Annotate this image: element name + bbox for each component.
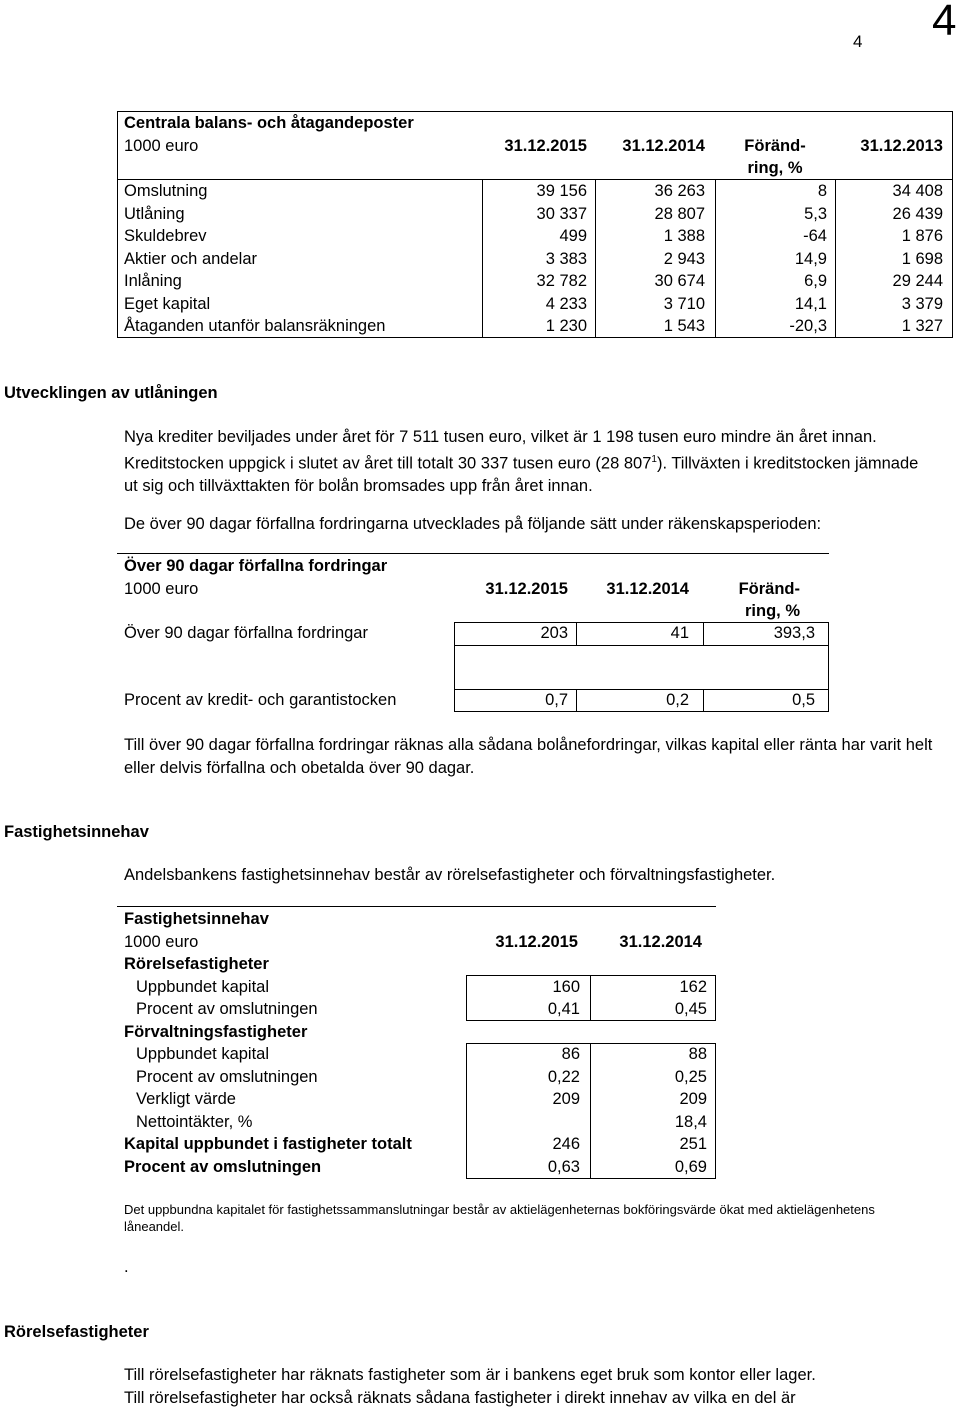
row-label: Skuldebrev [124,227,207,245]
col-header-2015: 31.12.2015 [485,580,568,598]
row-label: Uppbundet kapital [136,977,270,996]
cell-change: 14,1 [794,294,827,313]
row-label: Inlåning [124,272,182,290]
table-unit: 1000 euro [124,933,199,951]
cell-v2014: 0,45 [674,1000,707,1018]
overdue-row-2014: 41 [670,624,689,642]
table-title: Fastighetsinnehav [124,910,269,928]
cell-v2014: 2 943 [663,249,705,268]
cell-v2015: 0,63 [547,1157,580,1176]
table-title: Centrala balans- och åtagandeposter [124,114,414,132]
row-label: Verkligt värde [136,1090,236,1108]
cell-v2013: 34 408 [892,182,943,200]
row-label: Nettointäkter, % [136,1112,253,1131]
percent-row-label: Procent av kredit- och garantistocken [124,691,397,709]
table-unit: 1000 euro [124,137,199,155]
col-header-2014: 31.12.2014 [619,933,702,951]
cell-v2015: 209 [552,1090,580,1108]
lending-paragraph [124,426,924,497]
footnote-ref: 1 [651,453,657,465]
cell-v2015: 30 337 [536,204,587,223]
section-heading-operating: Rörelsefastigheter [4,1323,149,1341]
operating-line-1: Till rörelsefastigheter har räknats fastigheter som är i bankens eget bruk som kontor eller lager. [124,1366,816,1384]
col-header-2013: 31.12.2013 [860,137,943,155]
lending-text-b: ). Tillväxten i kreditstocken jämnade ut sig och tillväxttakten för bolån bromsades upp från året innan. [124,454,919,495]
cell-v2015: 1 230 [545,317,587,335]
row-label: Procent av omslutningen [136,1000,318,1018]
cell-v2014: 0,69 [674,1157,707,1176]
cell-v2014: 3 710 [663,294,705,313]
percent-row-2015: 0,7 [545,691,568,709]
cell-v2015: 3 383 [545,249,587,268]
cell-v2013: 3 379 [901,294,943,313]
cell-change: 6,9 [804,272,827,290]
cell-v2014: 0,25 [674,1067,707,1086]
cell-change: 14,9 [794,249,827,268]
cell-v2015: 246 [552,1135,580,1153]
col-header-2014: 31.12.2014 [622,137,705,155]
cell-change: -20,3 [789,317,827,335]
cell-v2014: 162 [679,977,707,996]
lending-text-a: Nya krediter beviljades under året för 7 511 tusen euro, vilket är 1 198 tusen euro mindre än året innan. Kreditstocken uppgick i slutet av året till totalt 30 337 tusen euro (28 807 [124,428,877,472]
cell-v2015: 39 156 [536,182,587,200]
overdue-row-change: 393,3 [773,624,815,642]
table-title: Över 90 dagar förfallna fordringar [124,557,388,575]
cell-v2013: 26 439 [892,204,943,223]
cell-v2015: 32 782 [536,272,587,290]
page-number-small: 4 [853,32,863,51]
property-footnote: Det uppbundna kapitalet för fastighetssammanslutningar består av aktielägenheternas bokföringsvärde ökat med aktielägenhetens låneandel. [124,1202,875,1234]
col-header-change-b: ring, % [747,159,803,177]
cell-v2014: 18,4 [674,1112,707,1131]
col-header-change-a: Föränd- [744,137,806,155]
col-header-2014: 31.12.2014 [606,580,689,598]
col-header-change-a: Föränd- [738,580,800,598]
cell-v2014: 88 [688,1045,707,1063]
row-label: Åtaganden utanför balansräkningen [124,317,386,335]
cell-v2015: 160 [552,977,580,996]
table-unit: 1000 euro [124,580,199,598]
section-heading-lending: Utvecklingen av utlåningen [4,384,218,402]
row-label: Rörelsefastigheter [124,955,269,973]
cell-v2013: 29 244 [892,272,943,290]
row-label: Omslutning [124,182,208,200]
cell-v2014: 1 543 [663,317,705,335]
property-intro: Andelsbankens fastighetsinnehav består av rörelsefastigheter och förvaltningsfastigheter. [124,866,776,884]
cell-v2015: 499 [559,227,587,245]
operating-line-2: Till rörelsefastigheter har också räknats sådana fastigheter i direkt innehav av vilka en del är [124,1389,796,1407]
overdue-row-2015: 203 [540,624,568,642]
cell-v2014: 251 [679,1135,707,1153]
cell-change: 8 [817,182,827,200]
row-label: Procent av omslutningen [124,1157,322,1176]
cell-change: -64 [803,227,827,245]
col-header-change-b: ring, % [744,602,800,620]
row-label: Procent av omslutningen [136,1067,318,1086]
cell-v2015: 0,41 [547,1000,580,1018]
stray-dot: . [124,1258,129,1276]
row-label: Aktier och andelar [124,249,257,268]
row-label: Förvaltningsfastigheter [124,1022,308,1041]
row-label: Kapital uppbundet i fastigheter totalt [124,1135,412,1153]
cell-v2015: 4 233 [545,294,587,313]
section-heading-property: Fastighetsinnehav [4,823,149,841]
cell-change: 5,3 [804,204,827,223]
cell-v2014: 36 263 [654,182,705,200]
overdue-note: Till över 90 dagar förfallna fordringar räknas alla sådana bolånefordringar, vilkas kapital eller ränta har varit helt eller delvis förfallna och obetalda över 90 dagar. [124,736,933,777]
cell-v2014: 1 388 [663,227,705,245]
col-header-2015: 31.12.2015 [495,933,578,951]
cell-v2013: 1 327 [901,317,943,335]
percent-row-2014: 0,2 [666,691,689,709]
overdue-intro: De över 90 dagar förfallna fordringarna utvecklades på följande sätt under räkenskapsperioden: [124,515,822,533]
col-header-2015: 31.12.2015 [504,137,587,155]
overdue-row-label: Över 90 dagar förfallna fordringar [124,624,368,642]
cell-v2014: 209 [679,1090,707,1108]
row-label: Uppbundet kapital [136,1045,270,1063]
cell-v2014: 30 674 [654,272,705,290]
page-number-large: 4 [932,0,957,45]
cell-v2014: 28 807 [654,204,705,223]
cell-v2015: 0,22 [547,1067,580,1086]
row-label: Utlåning [124,204,185,223]
cell-v2015: 86 [561,1045,580,1063]
percent-row-change: 0,5 [792,691,815,709]
row-label: Eget kapital [124,294,211,313]
cell-v2013: 1 698 [901,249,943,268]
cell-v2013: 1 876 [901,227,943,245]
